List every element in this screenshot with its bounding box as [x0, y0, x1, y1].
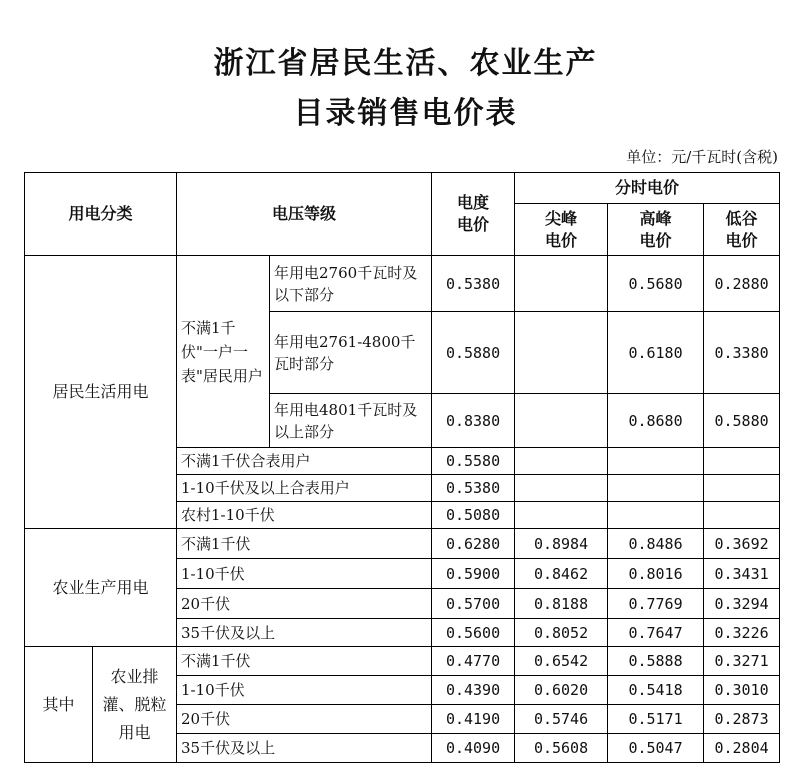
- valley-cell: 0.3380: [704, 312, 780, 394]
- voltage-level: 20千伏: [177, 705, 432, 734]
- page-title-line-1: 浙江省居民生活、农业生产: [213, 46, 598, 81]
- peak-cell: 0.5047: [608, 734, 704, 763]
- price-cell: 0.5900: [432, 559, 515, 589]
- unit-note: 单位：元/千瓦时(含税): [626, 148, 778, 166]
- peak-top-cell: 0.5608: [515, 734, 608, 763]
- voltage-level: 1-10千伏: [177, 559, 432, 589]
- peak-cell: 0.8016: [608, 559, 704, 589]
- price-cell: 0.8380: [432, 394, 515, 448]
- valley-cell: 0.2873: [704, 705, 780, 734]
- voltage-level: 年用电2761-4800千瓦时部分: [270, 312, 432, 394]
- peak-cell: 0.7769: [608, 589, 704, 619]
- header-peak-top: 尖峰 电价: [515, 204, 608, 256]
- voltage-level: 不满1千伏: [177, 529, 432, 559]
- price-cell: 0.5380: [432, 475, 515, 502]
- voltage-level: 1-10千伏: [177, 676, 432, 705]
- peak-top-cell: [515, 256, 608, 312]
- header-category: 用电分类: [25, 173, 177, 256]
- drainage-label: 其中: [25, 647, 93, 763]
- valley-cell: 0.2880: [704, 256, 780, 312]
- peak-cell: 0.8486: [608, 529, 704, 559]
- table-row: [25, 647, 780, 676]
- price-cell: 0.4190: [432, 705, 515, 734]
- peak-cell: 0.8680: [608, 394, 704, 448]
- residential-sub-label: 不满1千伏"一户一表"居民用户: [177, 256, 270, 448]
- drainage-sub-label: 农业排灌、脱粒用电: [93, 647, 177, 763]
- valley-cell: 0.3010: [704, 676, 780, 705]
- valley-cell: 0.3692: [704, 529, 780, 559]
- peak-top-cell: [515, 394, 608, 448]
- price-cell: 0.4090: [432, 734, 515, 763]
- peak-cell: 0.5171: [608, 705, 704, 734]
- empty-cell: [515, 502, 608, 529]
- table-row: [25, 256, 780, 312]
- valley-cell: 0.3226: [704, 619, 780, 647]
- voltage-level: 年用电4801千瓦时及以上部分: [270, 394, 432, 448]
- peak-top-cell: 0.8984: [515, 529, 608, 559]
- valley-cell: 0.3294: [704, 589, 780, 619]
- price-cell: 0.5580: [432, 448, 515, 475]
- empty-cell: [608, 502, 704, 529]
- valley-cell: 0.3271: [704, 647, 780, 676]
- table-row: [25, 529, 780, 559]
- price-cell: 0.5880: [432, 312, 515, 394]
- peak-top-cell: 0.5746: [515, 705, 608, 734]
- empty-cell: [515, 475, 608, 502]
- peak-top-cell: 0.6020: [515, 676, 608, 705]
- empty-cell: [704, 448, 780, 475]
- voltage-level: 农村1-10千伏: [177, 502, 432, 529]
- valley-cell: 0.5880: [704, 394, 780, 448]
- residential-label: 居民生活用电: [25, 256, 177, 529]
- voltage-level: 35千伏及以上: [177, 619, 432, 647]
- peak-top-cell: [515, 312, 608, 394]
- header-row-1: [25, 173, 780, 204]
- peak-top-cell: 0.8188: [515, 589, 608, 619]
- peak-cell: 0.7647: [608, 619, 704, 647]
- empty-cell: [704, 502, 780, 529]
- price-table: [24, 172, 780, 763]
- price-cell: 0.4770: [432, 647, 515, 676]
- header-peak: 高峰 电价: [608, 204, 704, 256]
- price-cell: 0.5080: [432, 502, 515, 529]
- agriculture-label: 农业生产用电: [25, 529, 177, 647]
- peak-cell: 0.5888: [608, 647, 704, 676]
- valley-cell: 0.2804: [704, 734, 780, 763]
- valley-cell: 0.3431: [704, 559, 780, 589]
- header-tou: 分时电价: [515, 173, 780, 204]
- voltage-level: 不满1千伏: [177, 647, 432, 676]
- peak-cell: 0.5680: [608, 256, 704, 312]
- voltage-level: 年用电2760千瓦时及以下部分: [270, 256, 432, 312]
- header-voltage: 电压等级: [177, 173, 432, 256]
- price-cell: 0.6280: [432, 529, 515, 559]
- page-title-line-2: 目录销售电价表: [293, 96, 518, 131]
- empty-cell: [704, 475, 780, 502]
- peak-top-cell: 0.8462: [515, 559, 608, 589]
- empty-cell: [608, 448, 704, 475]
- price-cell: 0.5600: [432, 619, 515, 647]
- empty-cell: [515, 448, 608, 475]
- voltage-level: 35千伏及以上: [177, 734, 432, 763]
- peak-top-cell: 0.8052: [515, 619, 608, 647]
- voltage-level: 20千伏: [177, 589, 432, 619]
- header-valley: 低谷 电价: [704, 204, 780, 256]
- voltage-level: 不满1千伏合表用户: [177, 448, 432, 475]
- empty-cell: [608, 475, 704, 502]
- peak-cell: 0.6180: [608, 312, 704, 394]
- price-cell: 0.5380: [432, 256, 515, 312]
- peak-cell: 0.5418: [608, 676, 704, 705]
- voltage-level: 1-10千伏及以上合表用户: [177, 475, 432, 502]
- price-cell: 0.5700: [432, 589, 515, 619]
- header-price: 电度 电价: [432, 173, 515, 256]
- peak-top-cell: 0.6542: [515, 647, 608, 676]
- price-cell: 0.4390: [432, 676, 515, 705]
